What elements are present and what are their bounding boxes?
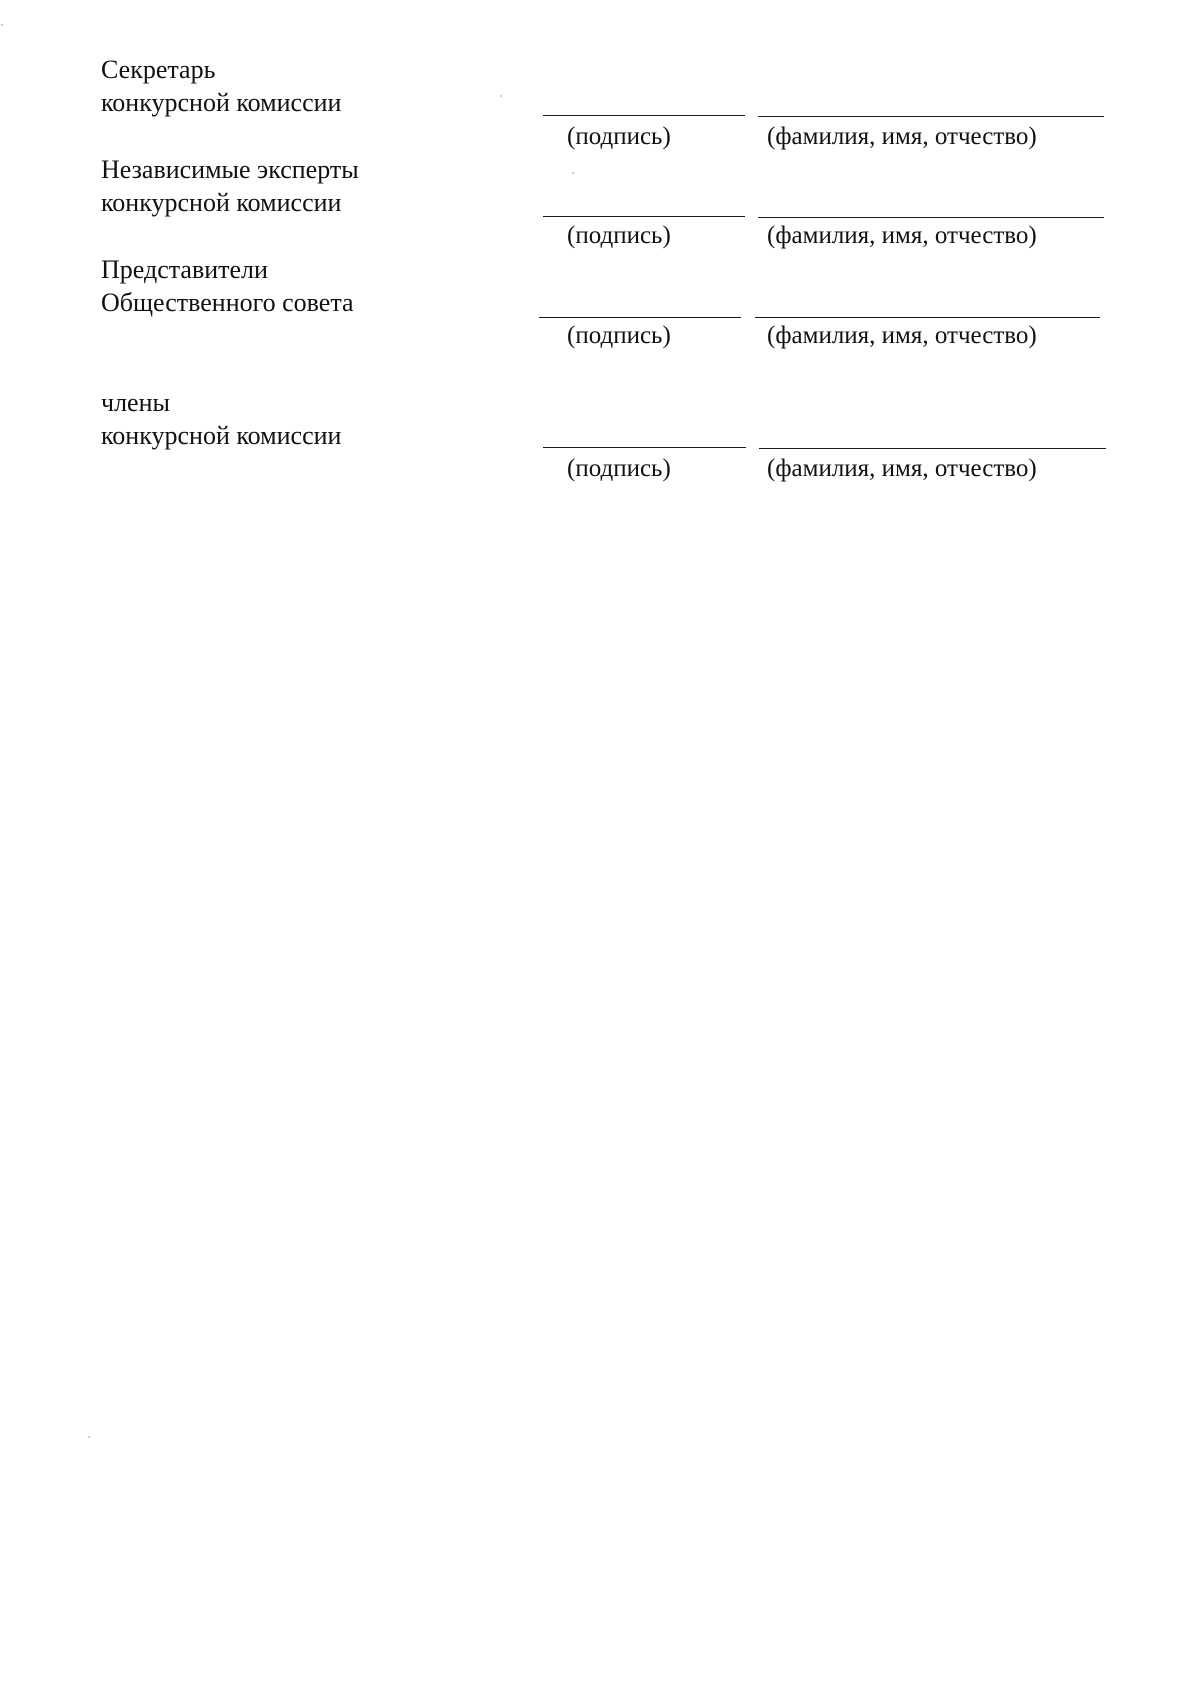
role-label xyxy=(101,253,354,319)
signature-block-members xyxy=(0,386,1200,496)
role-label-line2: Общественного совета xyxy=(101,288,354,317)
name-line xyxy=(755,317,1100,318)
role-label-line2: конкурсной комиссии xyxy=(101,421,342,450)
signature-line xyxy=(539,317,741,318)
signature-caption: (подпись) xyxy=(567,222,671,249)
role-label xyxy=(101,386,341,452)
role-label-line2: конкурсной комиссии xyxy=(101,188,342,217)
signature-caption: (подпись) xyxy=(567,322,671,349)
role-label xyxy=(101,53,341,119)
name-caption: (фамилия, имя, отчество) xyxy=(767,222,1037,249)
signature-block-secretary xyxy=(0,53,1200,163)
signature-block-public-council xyxy=(0,253,1200,363)
role-label-line1: Секретарь xyxy=(101,55,216,84)
signature-line xyxy=(543,216,745,217)
role-label-line2: конкурсной комиссии xyxy=(101,88,342,117)
role-label xyxy=(101,153,359,219)
signature-caption: (подпись) xyxy=(567,455,671,482)
name-line xyxy=(758,217,1104,218)
scan-speck xyxy=(500,95,502,97)
scan-speck xyxy=(88,1436,90,1438)
signature-line xyxy=(543,115,745,116)
role-label-line1: Независимые эксперты xyxy=(101,155,359,184)
name-line xyxy=(758,116,1104,117)
name-caption: (фамилия, имя, отчество) xyxy=(767,455,1037,482)
scan-speck xyxy=(572,172,574,174)
name-caption: (фамилия, имя, отчество) xyxy=(767,123,1037,150)
scan-speck xyxy=(1,24,3,26)
role-label-line1: члены xyxy=(101,388,170,417)
signature-caption: (подпись) xyxy=(567,123,671,150)
signature-block-experts xyxy=(0,153,1200,263)
name-line xyxy=(759,448,1106,449)
role-label-line1: Представители xyxy=(101,255,268,284)
signature-line xyxy=(543,447,746,448)
name-caption: (фамилия, имя, отчество) xyxy=(767,322,1037,349)
